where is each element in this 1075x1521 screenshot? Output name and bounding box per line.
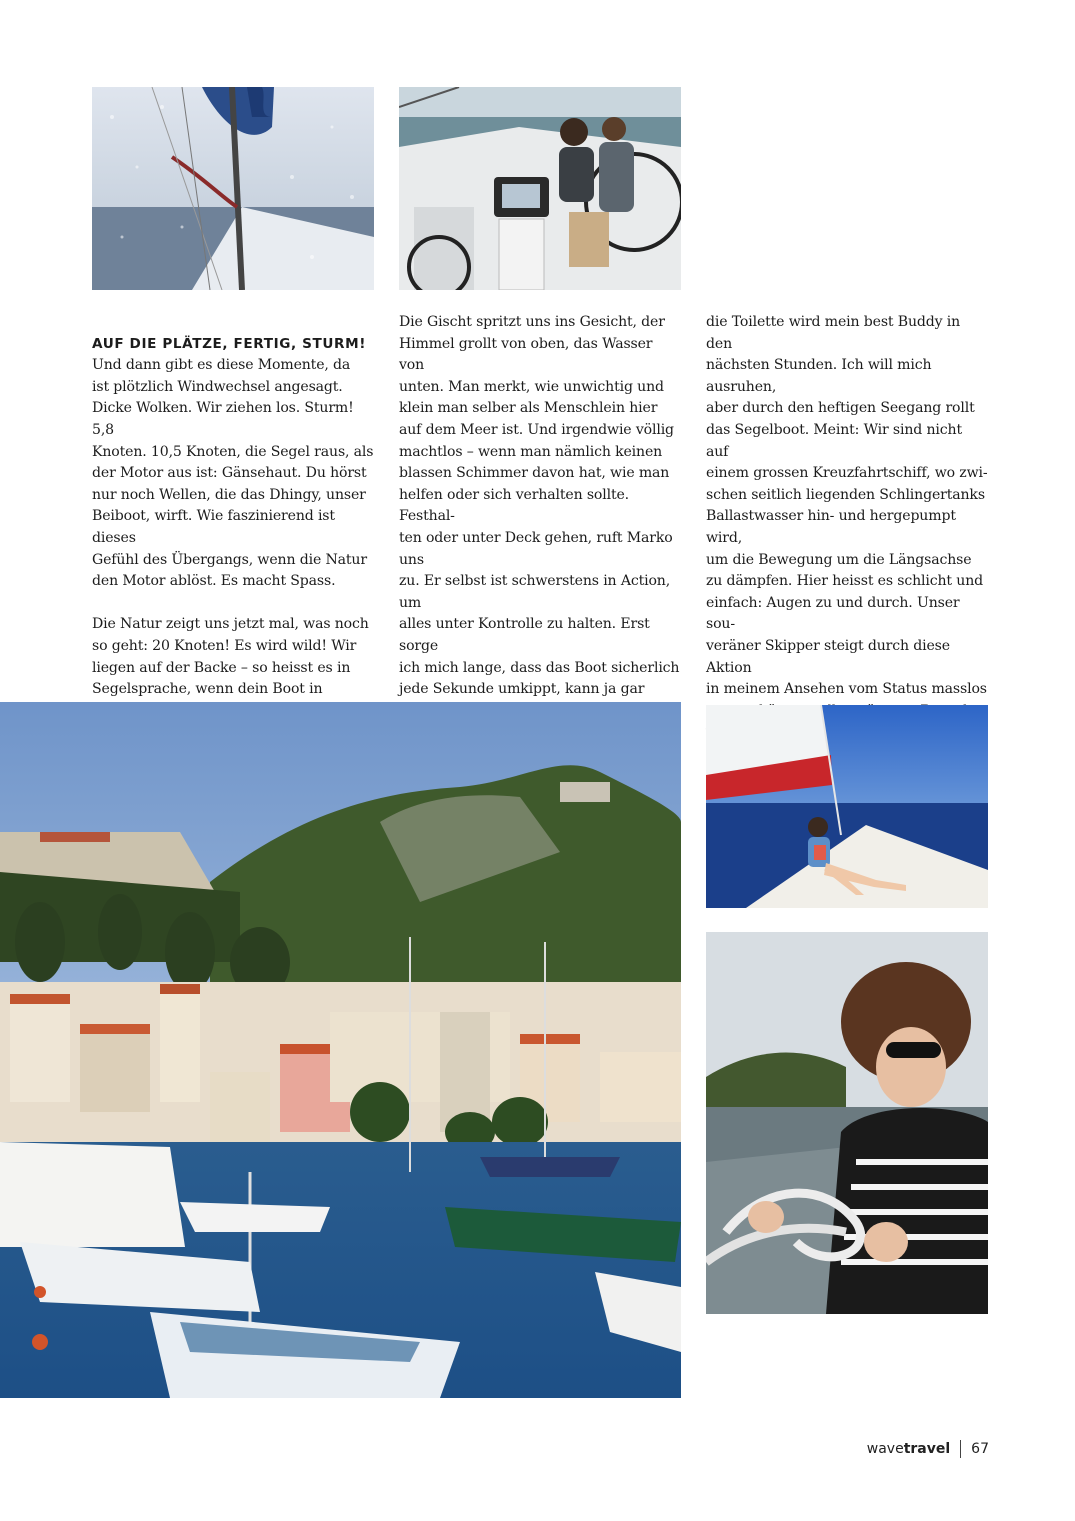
photo-harbour-town bbox=[0, 702, 681, 1398]
photo-woman-on-deck bbox=[706, 705, 988, 908]
photo-rain-mast bbox=[92, 87, 374, 290]
folio-divider bbox=[960, 1440, 961, 1458]
brand-travel: travel bbox=[903, 1441, 951, 1457]
photo-cockpit-crew bbox=[399, 87, 681, 290]
column-1-paragraph-1: Und dann gibt es diese Momente, da ist plötzlich Windwechsel angesagt. Dicke Wolken. Wir ziehen los. Sturm! 5,8 Knoten. 10,5 Knoten, die Segel raus, als der Motor aus ist: Gänsehaut. Du hörst nur noch Wellen, die das Dhingy, unser Beiboot, wirft. Wie faszinierend ist dieses Gefühl des Übergangs, wenn die Natur den Motor ablöst. Es macht Spass. bbox=[92, 357, 374, 590]
article-column-1 bbox=[92, 312, 374, 765]
page-folio bbox=[867, 1440, 989, 1458]
article-heading: AUF DIE PLÄTZE, FERTIG, STURM! bbox=[92, 335, 367, 352]
page-number: 67 bbox=[971, 1441, 989, 1457]
brand-wave: wave bbox=[866, 1441, 904, 1457]
article-column-3 bbox=[706, 312, 988, 765]
column-2-paragraph: Die Gischt spritzt uns ins Gesicht, der Himmel grollt von oben, das Wasser von unten. Man merkt, wie unwichtig und klein man selber als Menschlein hier auf dem Meer ist. Und irgendwie völlig machtlos – wenn man nämlich keinen blassen Schimmer davon hat, wie man helfen oder sich verhalten sollte. Festhal- ten oder unter Deck gehen, ruft Marko uns zu. Er selbst ist schwerstens in Action, um alles unter Kontrolle zu halten. Erst sorge ich mich lange, dass das Boot sicherlich jede Sekunde umkippt, kann ja gar bbox=[399, 314, 680, 698]
photo-man-with-rope bbox=[706, 932, 988, 1314]
column-1-paragraph-2: Die Natur zeigt uns jetzt mal, was noch so geht: 20 Knoten! Es wird wild! Wir liegen auf der Backe – so heisst es in Segelsprache, wenn dein Boot in bbox=[92, 616, 369, 698]
column-3-paragraph: die Toilette wird mein best Buddy in den nächsten Stunden. Ich will mich ausruhen, aber durch den heftigen Seegang rollt das Segelboot. Meint: Wir sind nicht auf einem grossen Kreuzfahrtschiff, wo zwi- schen seitlich liegenden Schlingertanks Ballastwasser hin- und hergepumpt wird, um die Bewegung um die Längsachse zu dämpfen. Hier heisst es schlicht und einfach: Augen zu und durch. Unser sou- veräner Skipper steigt durch diese Aktion in meinem Ansehen vom Status masslos bbox=[706, 314, 988, 698]
